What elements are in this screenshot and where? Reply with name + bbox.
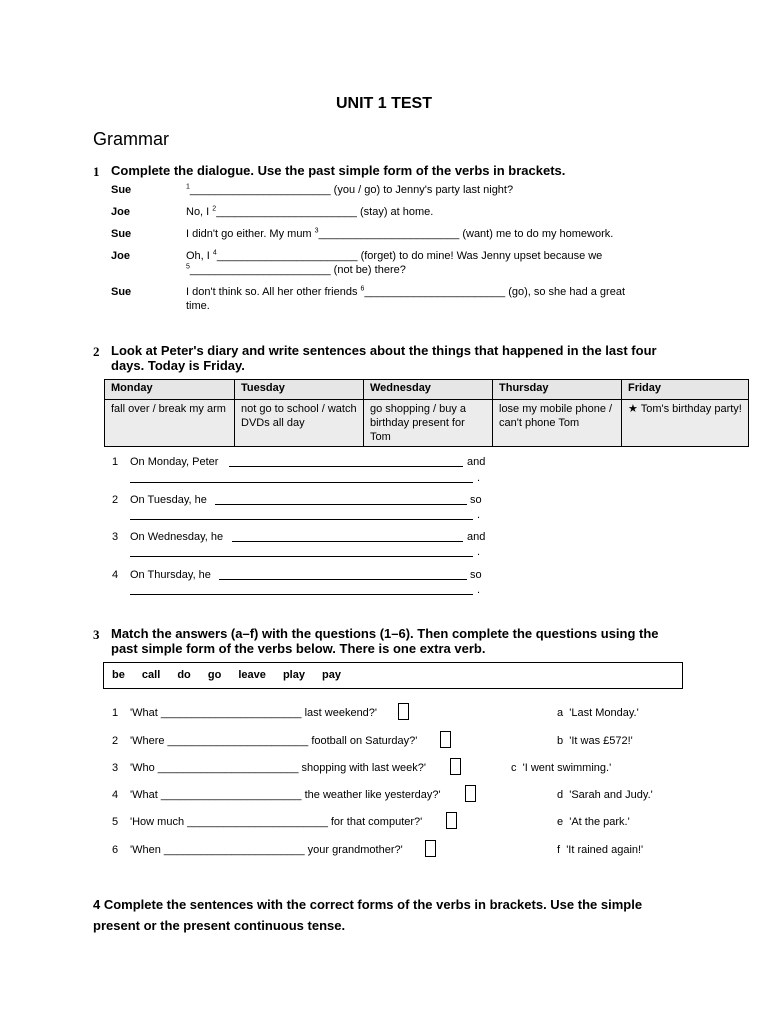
q2-instruction-cont: days. Today is Friday. [111, 358, 245, 373]
sentence-end: . [477, 546, 481, 558]
answer-line[interactable] [229, 466, 463, 467]
diary-header: Thursday [493, 380, 622, 400]
q2-item-start: On Tuesday, he [130, 494, 207, 506]
dialogue-line-4: Oh, I $^4$_______________________ (forget) to do mine! Was Jenny upset because we [186, 249, 603, 262]
q2-item-start: On Monday, Peter [130, 456, 219, 468]
dialogue-speaker: Joe [111, 250, 130, 262]
dialogue-line-6: I don't think so. All her other friends $^6$_______________________ (go), so she had a great [186, 285, 626, 298]
diary-header: Wednesday [364, 380, 493, 400]
answer-box[interactable] [440, 731, 451, 748]
q3-question-number: 1 [112, 707, 119, 719]
q1-instruction: Complete the dialogue. Use the past simple form of the verbs in brackets. [111, 163, 566, 178]
verb: pay [322, 669, 341, 681]
dialogue-speaker: Sue [111, 184, 132, 196]
verb: go [207, 669, 222, 681]
q3-question-number: 2 [112, 735, 119, 747]
answer-line[interactable] [232, 541, 463, 542]
diary-cell: fall over / break my arm [105, 400, 235, 447]
diary-header: Monday [105, 380, 235, 400]
q3-answer: a 'Last Monday.' [557, 707, 639, 719]
q2-item-number: 4 [112, 569, 119, 581]
verb-box [103, 662, 683, 689]
diary-header-row [105, 380, 749, 400]
dialogue-speaker: Joe [111, 206, 130, 218]
q3-question: 'Where _______________________ football on Saturday?' [130, 735, 418, 747]
diary-cell: lose my mobile phone / can't phone Tom [493, 400, 622, 447]
answer-line[interactable] [219, 579, 467, 580]
verb: call [141, 669, 161, 681]
q3-question: 'How much _______________________ for that computer?' [130, 816, 423, 828]
dialogue-line-6-cont: time. [186, 300, 210, 312]
dialogue-line-3: I didn't go either. My mum $^3$_______________________ (want) me to do my homework. [186, 227, 614, 240]
diary-cell: ★ Tom's birthday party! [622, 400, 749, 447]
dialogue-line-1: $^1$_______________________ (you / go) to Jenny's party last night? [186, 183, 514, 196]
diary-table [104, 379, 749, 447]
answer-box[interactable] [450, 758, 461, 775]
q3-answer: e 'At the park.' [557, 816, 630, 828]
diary-header: Tuesday [235, 380, 364, 400]
diary-row [105, 400, 749, 447]
q3-question-number: 4 [112, 789, 119, 801]
answer-line[interactable] [130, 556, 473, 557]
verb: do [177, 669, 191, 681]
page-title: UNIT 1 TEST [335, 95, 432, 112]
q3-question-number: 3 [112, 762, 119, 774]
q2-item-number: 2 [112, 494, 119, 506]
diary-cell: not go to school / watch DVDs all day [235, 400, 364, 447]
verb: be [112, 669, 125, 681]
answer-line[interactable] [130, 519, 473, 520]
q2-item-number: 1 [112, 456, 119, 468]
q2-number: 2 [93, 344, 100, 359]
q3-question-number: 6 [112, 844, 119, 856]
q3-question: 'When _______________________ your grandmother?' [130, 844, 403, 856]
dialogue-line-2: No, I $^2$_______________________ (stay) at home. [186, 205, 434, 218]
q3-question: 'What _______________________ last weekend?' [130, 707, 378, 719]
answer-box[interactable] [446, 812, 457, 829]
q3-answer: b 'It was £572!' [557, 735, 633, 747]
q2-item-start: On Thursday, he [130, 569, 211, 581]
section-heading: Grammar [93, 129, 169, 149]
diary-cell: go shopping / buy a birthday present for Tom [364, 400, 493, 447]
verb: leave [238, 669, 266, 681]
q3-instruction-cont: past simple form of the verbs below. There is one extra verb. [111, 641, 486, 656]
q2-item-end: and [467, 456, 486, 468]
q3-answer: f 'It rained again!' [557, 844, 644, 856]
dialogue-speaker: Sue [111, 228, 132, 240]
q3-question: 'What _______________________ the weather like yesterday?' [130, 789, 441, 801]
q2-item-start: On Wednesday, he [130, 531, 224, 543]
q3-answer: d 'Sarah and Judy.' [557, 789, 653, 801]
dialogue-speaker: Sue [111, 286, 132, 298]
answer-box[interactable] [425, 840, 436, 857]
answer-line[interactable] [130, 482, 473, 483]
verb: play [282, 669, 305, 681]
q2-item-end: so [470, 494, 482, 506]
diary-header: Friday [622, 380, 749, 400]
answer-line[interactable] [215, 504, 467, 505]
dialogue-line-5: $^5$_______________________ (not be) there? [186, 263, 406, 276]
sentence-end: . [477, 509, 481, 521]
answer-line[interactable] [130, 594, 473, 595]
q3-instruction: Match the answers (a–f) with the questions (1–6). Then complete the questions using the [111, 626, 659, 641]
q3-answer: c 'I went swimming.' [511, 762, 612, 774]
q2-item-end: so [470, 569, 482, 581]
q3-question: 'Who _______________________ shopping with last week?' [130, 762, 426, 774]
q4-instruction: 4 Complete the sentences with the correct forms of the verbs in brackets. Use the simple [93, 897, 643, 912]
answer-box[interactable] [465, 785, 476, 802]
q1-number: 1 [93, 164, 100, 179]
q3-number: 3 [93, 627, 100, 642]
sentence-end: . [477, 472, 481, 484]
q2-instruction: Look at Peter's diary and write sentences about the things that happened in the last four [111, 343, 657, 358]
sentence-end: . [477, 584, 481, 596]
answer-box[interactable] [398, 703, 409, 720]
q4-instruction-cont: present or the present continuous tense. [93, 918, 346, 933]
q3-question-number: 5 [112, 816, 119, 828]
q2-item-number: 3 [112, 531, 119, 543]
q2-item-end: and [467, 531, 486, 543]
